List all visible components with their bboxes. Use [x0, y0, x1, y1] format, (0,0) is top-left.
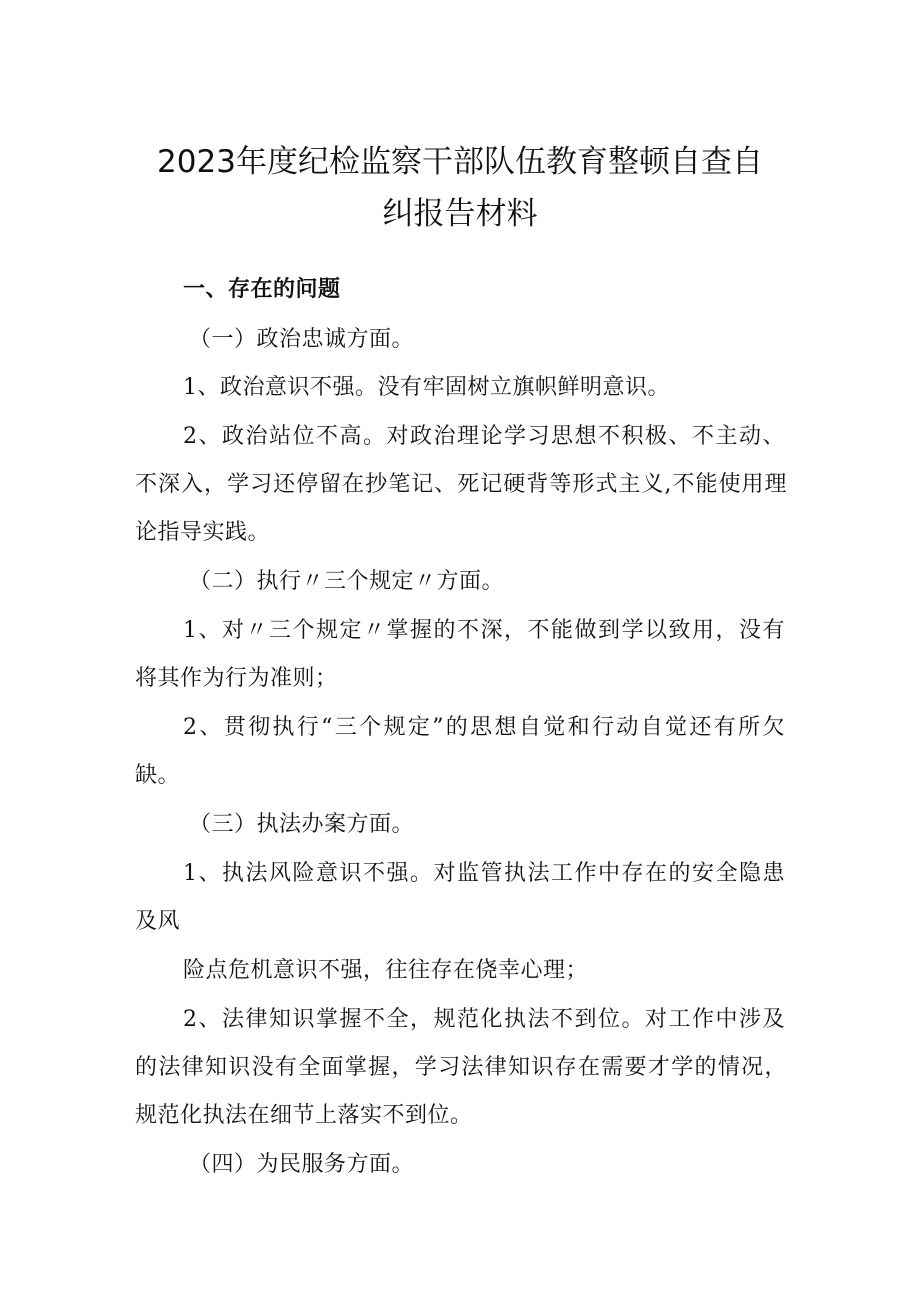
paragraph-line: 1、对〃三个规定〃掌握的不深，不能做到学以致用，没有 — [183, 618, 785, 643]
document-title-line-1: 2023年度纪检监察干部队伍教育整顿自查自 — [157, 144, 763, 180]
paragraph-line: 1、执法风险意识不强。对监管执法工作中存在的安全隐患 — [183, 861, 785, 886]
paragraph-line: 规范化执法在细节上落实不到位。 — [135, 1103, 473, 1128]
subsection-heading-serving-people: （四）为民服务方面。 — [189, 1152, 415, 1177]
paragraph-line: 2、政治站位不高。对政治理论学习思想不积极、不主动、 — [183, 424, 785, 449]
paragraph-line: 1、政治意识不强。没有牢固树立旗帜鲜明意识。 — [183, 375, 670, 400]
paragraph-line: 将其作为行为准则； — [135, 666, 338, 691]
section-heading-problems: 一、存在的问题 — [183, 277, 341, 302]
subsection-heading-law-enforcement: （三）执法办案方面。 — [189, 812, 415, 837]
paragraph-line: 的法律知识没有全面掌握，学习法律知识存在需要才学的情况， — [135, 1055, 787, 1080]
subsection-heading-three-regulations: （二）执行〃三个规定〃方面。 — [189, 569, 505, 594]
paragraph-line: 及风 — [135, 909, 181, 934]
paragraph-line: 不深入，学习还停留在抄笔记、死记硬背等形式主义,不能使用理 — [135, 472, 787, 497]
paragraph-line: 论指导实践。 — [135, 520, 271, 545]
paragraph-line: 2、法律知识掌握不全，规范化执法不到位。对工作中涉及 — [183, 1007, 785, 1032]
subsection-heading-political-loyalty: （一）政治忠诚方面。 — [189, 327, 415, 352]
document-title-line-2: 纠报告材料 — [382, 196, 538, 232]
paragraph-line: 险点危机意识不强，往往存在侥幸心理； — [183, 958, 589, 983]
paragraph-line: 2、贯彻执行“三个规定”的思想自觉和行动自觉还有所欠 — [183, 715, 785, 740]
paragraph-line: 缺。 — [135, 763, 181, 788]
